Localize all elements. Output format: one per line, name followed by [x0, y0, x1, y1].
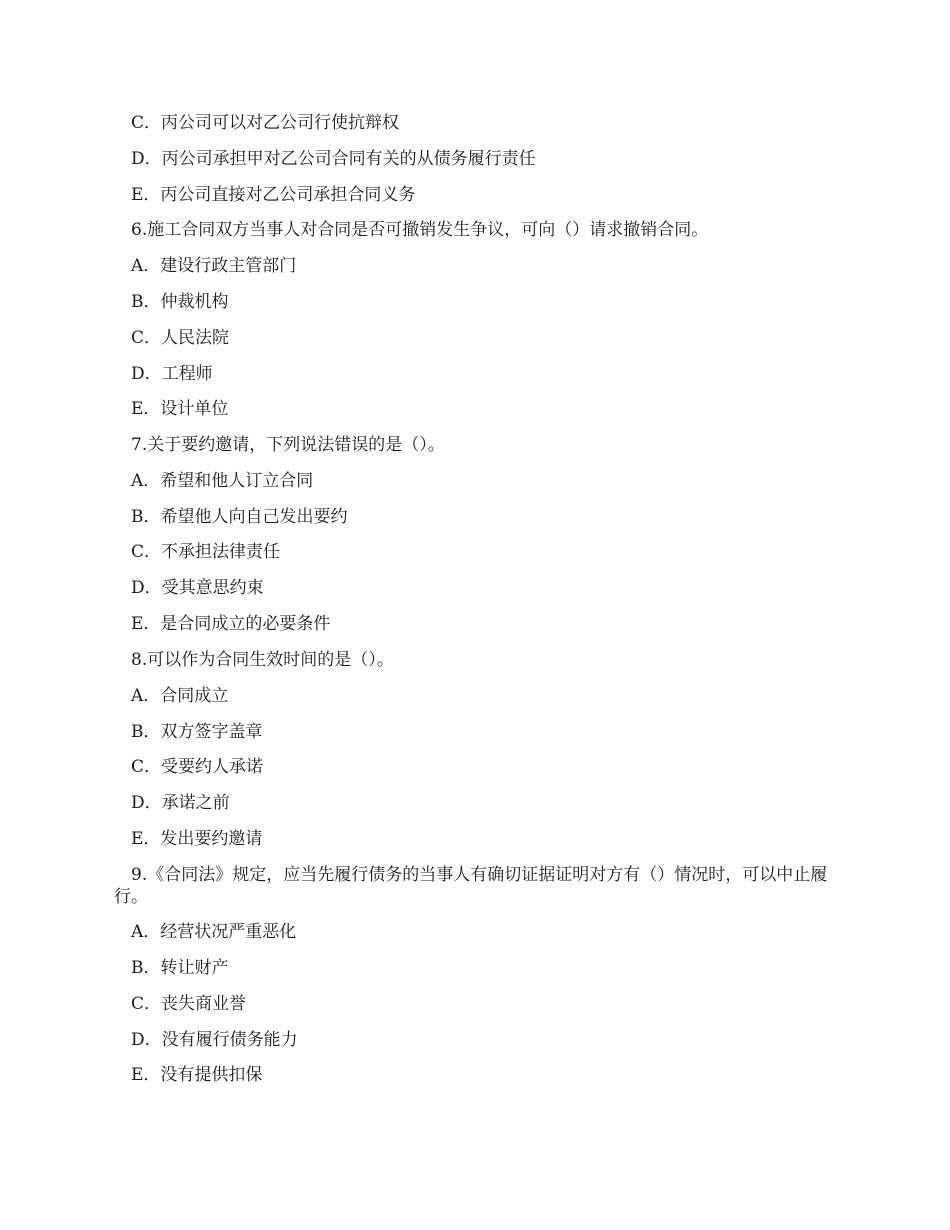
option-6d: D．工程师 [131, 364, 213, 384]
option-6a: A．建设行政主管部门 [131, 256, 297, 276]
question-6: 6.施工合同双方当事人对合同是否可撤销发生争议，可向（）请求撤销合同。 [131, 220, 709, 240]
option-9e: E．没有提供扣保 [131, 1065, 263, 1085]
option-7a: A．希望和他人订立合同 [131, 471, 314, 491]
option-8b: B．双方签字盖章 [131, 722, 263, 742]
option-6c: C．人民法院 [131, 328, 230, 348]
option-5c: C．丙公司可以对乙公司行使抗辩权 [131, 113, 400, 133]
option-8d: D．承诺之前 [131, 793, 230, 813]
option-7e: E．是合同成立的必要条件 [131, 614, 331, 634]
option-8e: E．发出要约邀请 [131, 829, 263, 849]
option-8a: A．合同成立 [131, 686, 229, 706]
option-6e: E．设计单位 [131, 399, 229, 419]
question-7: 7.关于要约邀请，下列说法错误的是（）。 [131, 435, 445, 455]
option-9d: D．没有履行债务能力 [131, 1030, 298, 1050]
option-8c: C．受要约人承诺 [131, 757, 264, 777]
option-7b: B．希望他人向自己发出要约 [131, 507, 348, 527]
option-5d: D．丙公司承担甲对乙公司合同有关的从债务履行责任 [131, 149, 536, 169]
option-9b: B．转让财产 [131, 958, 229, 978]
option-9a: A．经营状况严重恶化 [131, 922, 297, 942]
question-9: 9.《合同法》规定，应当先履行债务的当事人有确切证据证明对方有（）情况时，可以中止履行。 [114, 865, 828, 907]
option-5e: E．丙公司直接对乙公司承担合同义务 [131, 185, 416, 205]
option-7c: C．不承担法律责任 [131, 542, 281, 562]
question-8: 8.可以作为合同生效时间的是（）。 [131, 650, 394, 670]
option-6b: B．仲裁机构 [131, 292, 229, 312]
option-9c: C．丧失商业誉 [131, 994, 247, 1014]
option-7d: D．受其意思约束 [131, 578, 264, 598]
